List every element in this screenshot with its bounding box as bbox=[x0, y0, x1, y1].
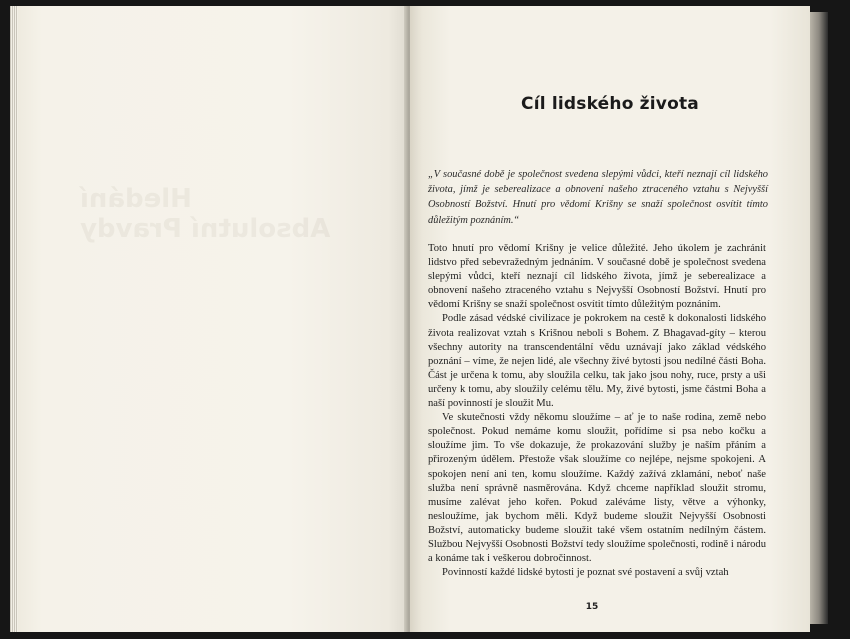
chapter-body bbox=[428, 242, 766, 580]
paragraph: Podle zásad védské civilizace je pokrokem na cestě k dokonalosti lidského života realizovat vztah s Krišnou neboli s Bohem. Z Bhagavad-gíty – kterou všechny autority na transcendentální vědu uznávají jako základ védského poznání – víme, že nejen lidé, ale všechny živé bytosti jsou nedílné části Boha. Část je určena k tomu, aby sloužila celku, tak jako jsou nohy, ruce, prsty a uši určeny k tomu, aby sloužily celému tělu. My, živé bytosti, jsme částmi Boha a naší povinností je sloužit Mu. bbox=[428, 313, 766, 410]
page-edge bbox=[10, 6, 18, 632]
show-through-text: Absolutní Pravdy bbox=[80, 214, 331, 244]
chapter-title: Cíl lidského života bbox=[521, 94, 699, 114]
page-stack-edge bbox=[810, 12, 828, 624]
right-page bbox=[410, 6, 810, 632]
paragraph: Povinností každé lidské bytosti je poznat své postavení a svůj vztah bbox=[442, 567, 729, 579]
epigraph-quote: „V současné době je společnost svedena slepými vůdci, kteří neznají cíl lidského života, jímž je seberealizace a obnovení našeho ztraceného vztahu s Nejvyšší Osobností Božství. Hnutí pro vědomí Krišny se snaží společnost osvítit tímto důležitým poznáním.“ bbox=[428, 169, 768, 226]
page-number: 15 bbox=[585, 602, 599, 612]
left-page bbox=[10, 6, 408, 632]
paragraph: Toto hnutí pro vědomí Krišny je velice důležité. Jeho úkolem je zachránit lidstvo před sebevražedným jednáním. V současné době je společnost svedena slepými vůdci, kteří neznají cíl lidského života, jímž je seberealizace a obnovení našeho ztraceného vztahu s Nejvyšší Osobností Božství. Hnutí pro vědomí Krišny se snaží společnost osvítit tímto důležitým poznáním. bbox=[428, 243, 766, 311]
paragraph: Ve skutečnosti vždy někomu sloužíme – ať je to naše rodina, země nebo společnost. Pokud nemáme komu sloužit, pořídíme si psa nebo kočku a sloužíme jim. To vše dokazuje, že prokazování služby je naším přáním a přirozeným údělem. Přestože však sloužíme co nejlépe, nejsme spokojeni. A spokojen není ani ten, komu sloužíme. Každý zažívá zklamání, neboť naše služba není správně nasměrována. Když chceme například sloužit stromu, musíme zalévat jeho kořen. Pokud zaléváme listy, větve a výhonky, nesloužíme, jak bychom měli. Když budeme sloužit Nejvyšší Osobnosti Božství, automaticky budeme sloužit také všem ostatním nedílným částem. Službou Nejvyšší Osobnosti Božství tedy sloužíme společnosti, rodině i národu a konáme tak i veškerou dobročinnost. bbox=[428, 412, 766, 565]
show-through-text: Hledání bbox=[80, 184, 192, 214]
